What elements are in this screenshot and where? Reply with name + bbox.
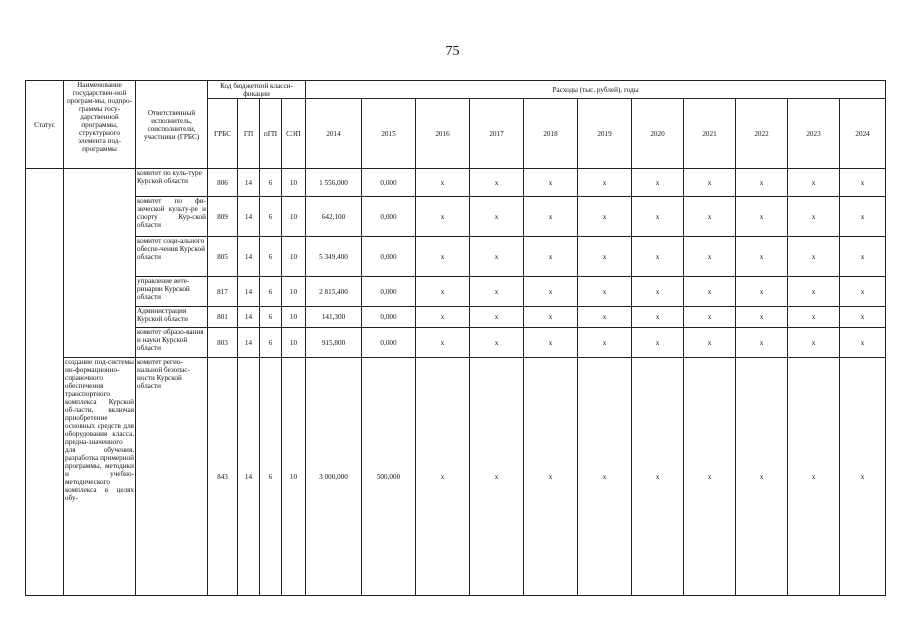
value-cell: x bbox=[524, 277, 578, 307]
value-cell: x bbox=[524, 328, 578, 358]
value-cell: 915,800 bbox=[306, 328, 362, 358]
value-cell: x bbox=[416, 237, 470, 277]
header-status: Статус bbox=[26, 81, 64, 169]
table-row bbox=[26, 197, 886, 237]
name-cell: создание под-системы ин-формационно-справочного обеспечения транспортного комплекса Курской об-ласти, включая приобретение основных средств для оборудования класса, предна-значенного для обучения, разработка примерной программы, методики и учебно-методического комплекса в целях обу- bbox=[64, 358, 136, 596]
value-cell: 1 556,000 bbox=[306, 169, 362, 197]
header-year: 2017 bbox=[470, 99, 524, 169]
value-cell: x bbox=[470, 307, 524, 328]
code-pgp: 6 bbox=[260, 277, 282, 307]
value-cell: x bbox=[416, 169, 470, 197]
header-executor: Ответственный исполнитель, соисполнители, участники (ГРБС) bbox=[136, 81, 208, 169]
table-row bbox=[26, 169, 886, 197]
executor-cell: Администрация Курской области bbox=[136, 307, 208, 328]
code-sep: 10 bbox=[282, 358, 306, 596]
value-cell: x bbox=[684, 307, 736, 328]
page-number: 75 bbox=[445, 44, 460, 59]
value-cell: x bbox=[578, 277, 632, 307]
code-grbs: 801 bbox=[208, 307, 238, 328]
value-cell: x bbox=[684, 328, 736, 358]
value-cell: x bbox=[736, 307, 788, 328]
table-row bbox=[26, 237, 886, 277]
header-year: 2018 bbox=[524, 99, 578, 169]
value-cell: 141,300 bbox=[306, 307, 362, 328]
executor-cell: управление вете-ринарии Курской области bbox=[136, 277, 208, 307]
header-year: 2014 bbox=[306, 99, 362, 169]
value-cell: x bbox=[788, 277, 840, 307]
code-gp: 14 bbox=[238, 197, 260, 237]
value-cell: 0,000 bbox=[362, 277, 416, 307]
header-budget-code: Код бюджетной класси-фикации bbox=[208, 81, 306, 99]
code-gp: 14 bbox=[238, 328, 260, 358]
value-cell: x bbox=[632, 307, 684, 328]
code-pgp: 6 bbox=[260, 307, 282, 328]
code-pgp: 6 bbox=[260, 197, 282, 237]
value-cell: x bbox=[524, 237, 578, 277]
value-cell: x bbox=[840, 197, 886, 237]
value-cell: x bbox=[788, 169, 840, 197]
value-cell: x bbox=[470, 169, 524, 197]
header-year: 2015 bbox=[362, 99, 416, 169]
value-cell: x bbox=[578, 328, 632, 358]
value-cell: 0,000 bbox=[362, 237, 416, 277]
value-cell: x bbox=[578, 197, 632, 237]
value-cell: x bbox=[470, 328, 524, 358]
value-cell: 3 000,000 bbox=[306, 358, 362, 596]
header-code-sep: СЭП bbox=[282, 99, 306, 169]
code-gp: 14 bbox=[238, 237, 260, 277]
code-sep: 10 bbox=[282, 328, 306, 358]
value-cell: x bbox=[416, 197, 470, 237]
executor-cell: комитет по фи-зической культу-ре и спорту Кур-ской области bbox=[136, 197, 208, 237]
value-cell: x bbox=[524, 358, 578, 596]
header-year: 2021 bbox=[684, 99, 736, 169]
value-cell: x bbox=[736, 237, 788, 277]
value-cell: x bbox=[736, 328, 788, 358]
code-sep: 10 bbox=[282, 169, 306, 197]
code-pgp: 6 bbox=[260, 169, 282, 197]
header-code-grbs: ГРБС bbox=[208, 99, 238, 169]
status-cell bbox=[26, 169, 64, 596]
value-cell: x bbox=[736, 277, 788, 307]
code-sep: 10 bbox=[282, 277, 306, 307]
value-cell: 642,100 bbox=[306, 197, 362, 237]
value-cell: 0,000 bbox=[362, 197, 416, 237]
value-cell: x bbox=[416, 328, 470, 358]
code-grbs: 805 bbox=[208, 237, 238, 277]
value-cell: x bbox=[684, 197, 736, 237]
value-cell: x bbox=[470, 277, 524, 307]
code-pgp: 6 bbox=[260, 328, 282, 358]
value-cell: x bbox=[840, 307, 886, 328]
value-cell: x bbox=[470, 358, 524, 596]
header-year: 2023 bbox=[788, 99, 840, 169]
header-year: 2019 bbox=[578, 99, 632, 169]
value-cell: x bbox=[632, 277, 684, 307]
value-cell: x bbox=[840, 237, 886, 277]
value-cell: 500,000 bbox=[362, 358, 416, 596]
header-name: Наименование государствен-ной програм-мы, подпро-граммы госу-дарственной программы, структурного элемента под-программы bbox=[64, 81, 136, 169]
value-cell: x bbox=[578, 169, 632, 197]
value-cell: x bbox=[840, 277, 886, 307]
code-pgp: 6 bbox=[260, 237, 282, 277]
value-cell: x bbox=[684, 237, 736, 277]
header-expenses: Расходы (тыс. рублей), годы bbox=[306, 81, 886, 99]
value-cell: x bbox=[416, 277, 470, 307]
header-year: 2024 bbox=[840, 99, 886, 169]
header-year: 2022 bbox=[736, 99, 788, 169]
value-cell: x bbox=[840, 358, 886, 596]
value-cell: x bbox=[578, 307, 632, 328]
value-cell: x bbox=[736, 197, 788, 237]
value-cell: x bbox=[736, 358, 788, 596]
executor-cell: комитет по куль-туре Курской области bbox=[136, 169, 208, 197]
value-cell: x bbox=[788, 328, 840, 358]
code-grbs: 806 bbox=[208, 169, 238, 197]
code-grbs: 809 bbox=[208, 197, 238, 237]
value-cell: x bbox=[524, 197, 578, 237]
value-cell: x bbox=[524, 169, 578, 197]
value-cell: x bbox=[470, 237, 524, 277]
table-row bbox=[26, 328, 886, 358]
value-cell: 0,000 bbox=[362, 328, 416, 358]
value-cell: x bbox=[684, 169, 736, 197]
code-sep: 10 bbox=[282, 237, 306, 277]
code-gp: 14 bbox=[238, 169, 260, 197]
code-sep: 10 bbox=[282, 197, 306, 237]
code-gp: 14 bbox=[238, 358, 260, 596]
table-row bbox=[26, 358, 886, 596]
header-code-gp: ГП bbox=[238, 99, 260, 169]
value-cell: 0,000 bbox=[362, 307, 416, 328]
value-cell: x bbox=[632, 169, 684, 197]
header-year: 2020 bbox=[632, 99, 684, 169]
code-sep: 10 bbox=[282, 307, 306, 328]
executor-cell: комитет соци-ального обеспе-чения Курской области bbox=[136, 237, 208, 277]
code-gp: 14 bbox=[238, 277, 260, 307]
value-cell: x bbox=[788, 307, 840, 328]
value-cell: x bbox=[416, 307, 470, 328]
value-cell: x bbox=[578, 237, 632, 277]
code-grbs: 817 bbox=[208, 277, 238, 307]
value-cell: x bbox=[788, 358, 840, 596]
header-row-1 bbox=[26, 81, 886, 99]
table-row bbox=[26, 307, 886, 328]
value-cell: x bbox=[788, 237, 840, 277]
value-cell: x bbox=[632, 197, 684, 237]
value-cell: x bbox=[684, 277, 736, 307]
value-cell: x bbox=[684, 358, 736, 596]
value-cell: x bbox=[840, 328, 886, 358]
header-code-pgp: пГП bbox=[260, 99, 282, 169]
value-cell: x bbox=[632, 237, 684, 277]
name-cell bbox=[64, 169, 136, 358]
executor-cell: комитет регио-нальной безопас-ности Курской области bbox=[136, 358, 208, 596]
code-grbs: 803 bbox=[208, 328, 238, 358]
value-cell: 0,000 bbox=[362, 169, 416, 197]
value-cell: x bbox=[524, 307, 578, 328]
value-cell: x bbox=[840, 169, 886, 197]
code-pgp: 6 bbox=[260, 358, 282, 596]
value-cell: x bbox=[632, 358, 684, 596]
value-cell: 2 815,400 bbox=[306, 277, 362, 307]
value-cell: 5 349,400 bbox=[306, 237, 362, 277]
value-cell: x bbox=[736, 169, 788, 197]
code-grbs: 843 bbox=[208, 358, 238, 596]
code-gp: 14 bbox=[238, 307, 260, 328]
budget-table bbox=[25, 80, 886, 596]
executor-cell: комитет образо-вания и науки Курской области bbox=[136, 328, 208, 358]
value-cell: x bbox=[470, 197, 524, 237]
value-cell: x bbox=[578, 358, 632, 596]
value-cell: x bbox=[416, 358, 470, 596]
value-cell: x bbox=[788, 197, 840, 237]
table-row bbox=[26, 277, 886, 307]
value-cell: x bbox=[632, 328, 684, 358]
header-year: 2016 bbox=[416, 99, 470, 169]
